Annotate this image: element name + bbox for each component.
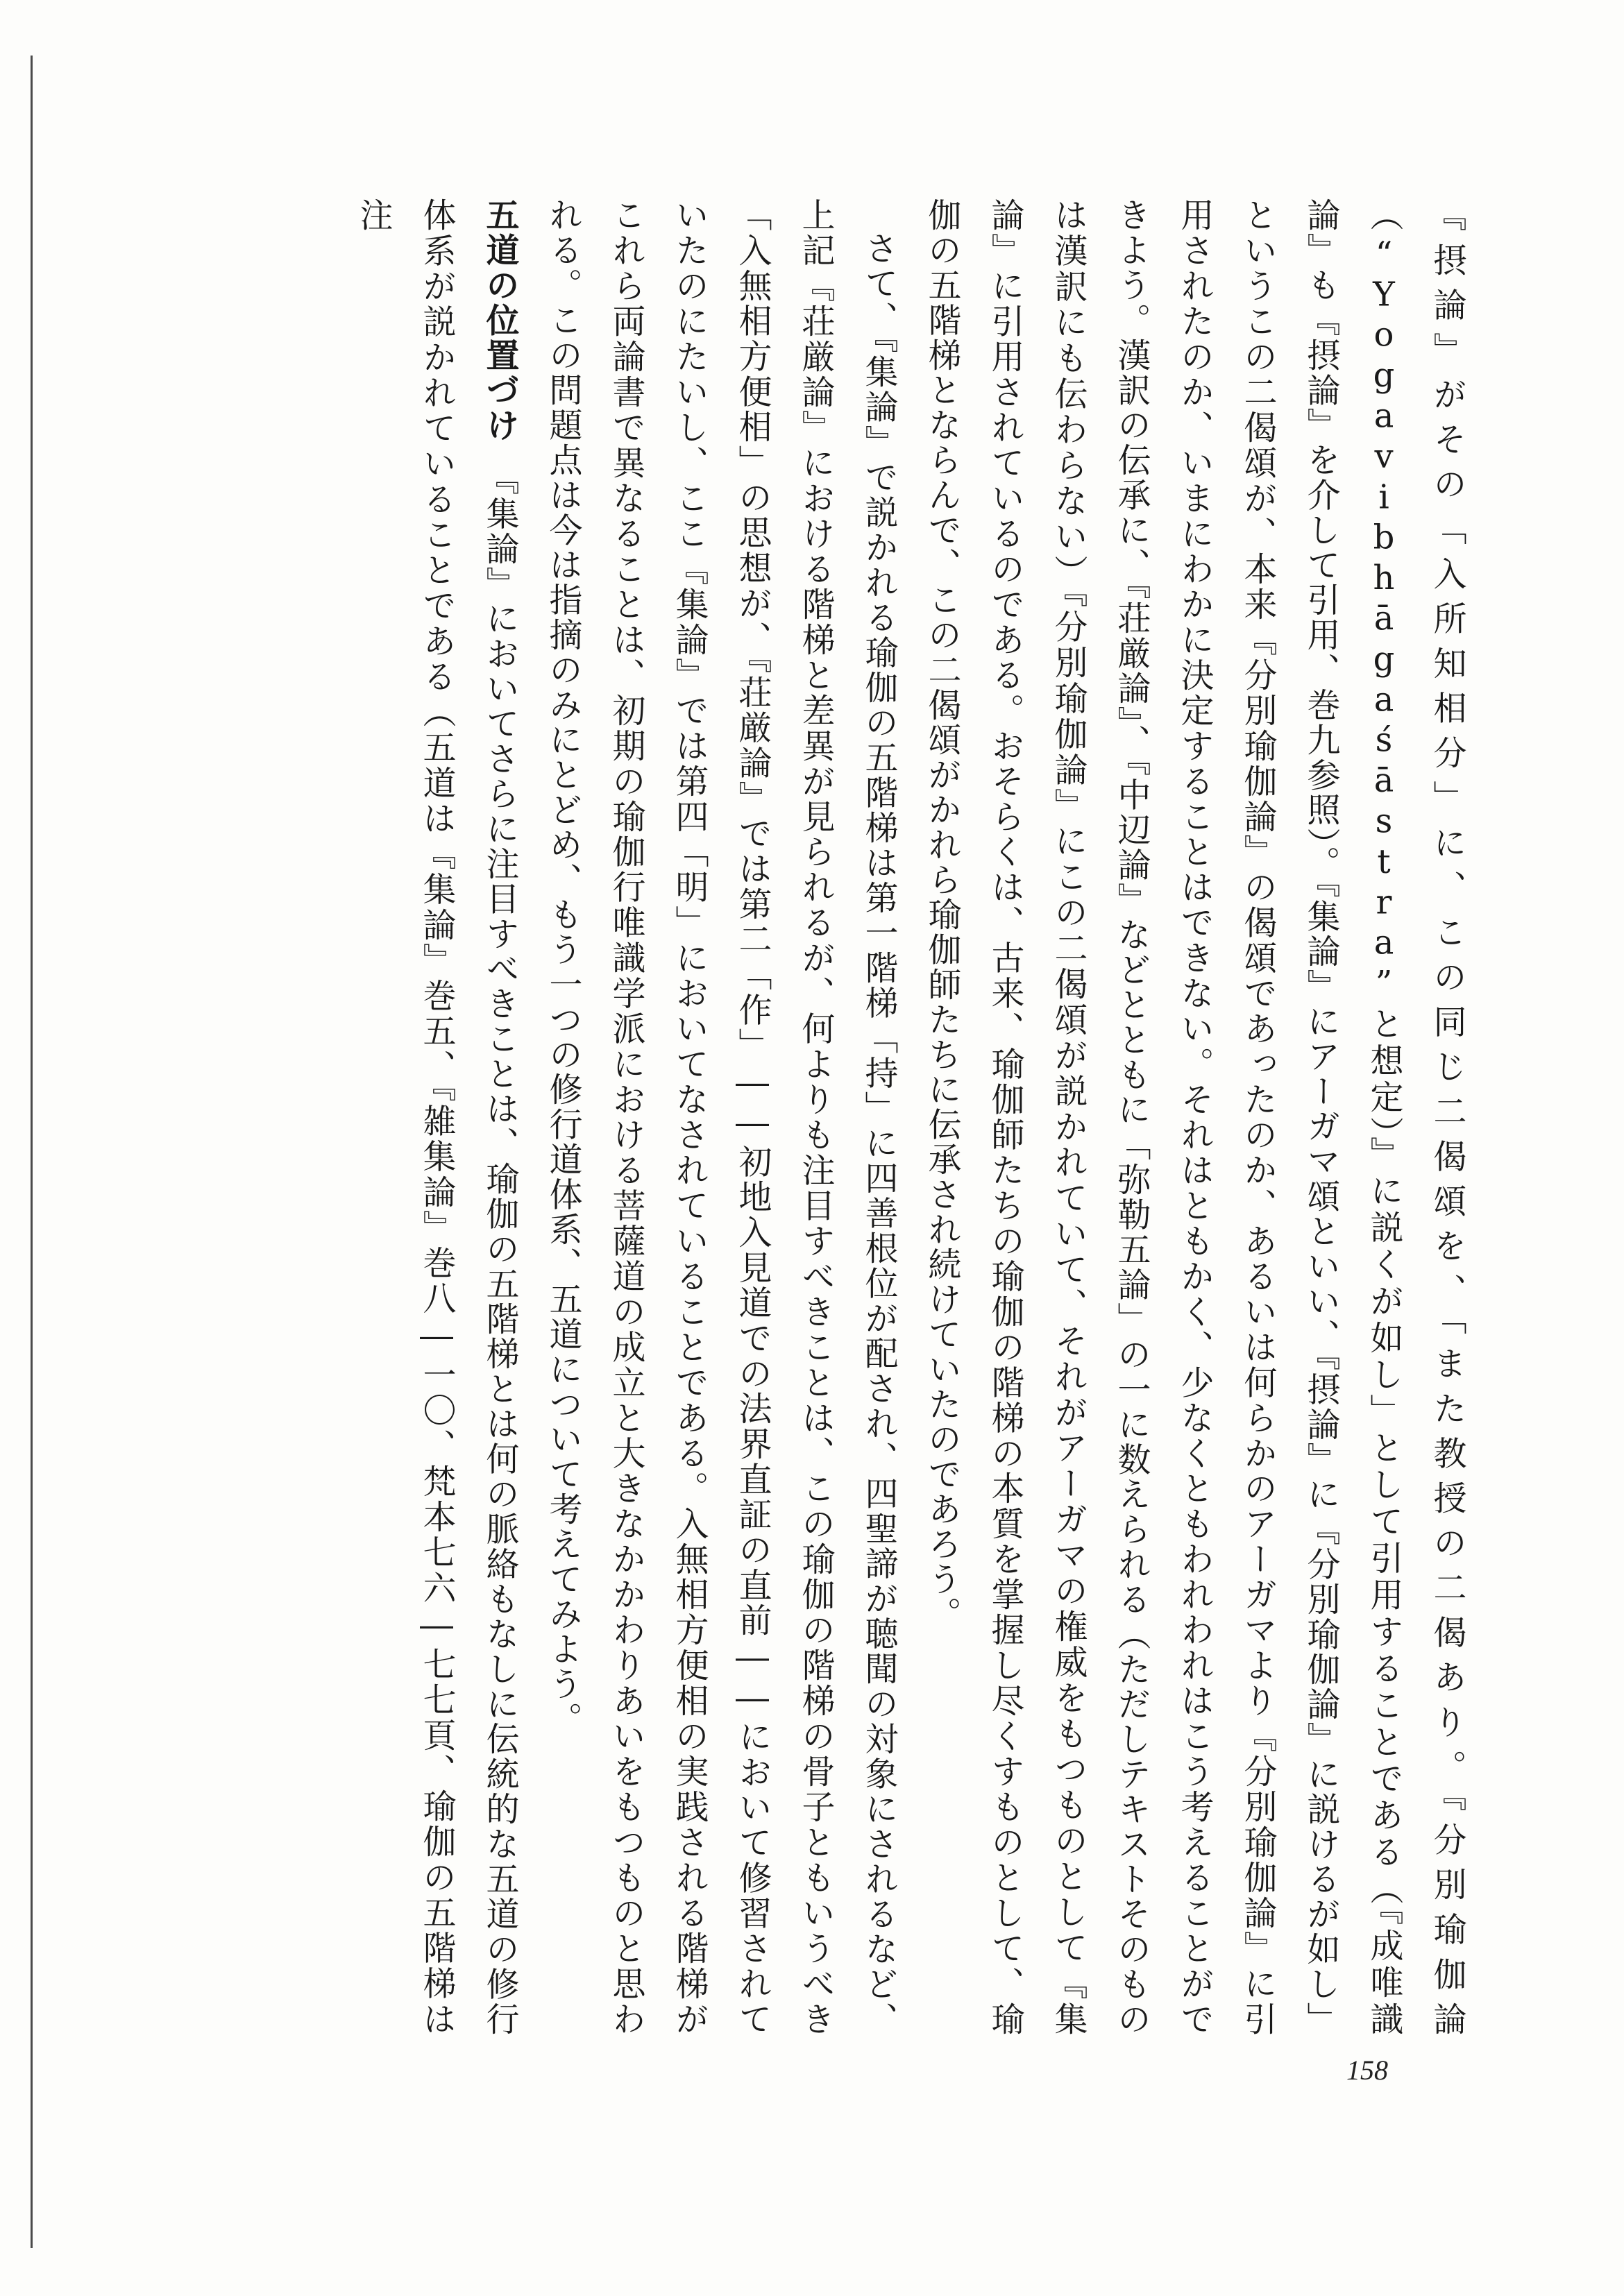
section-heading: 五道の位置づけ [480, 198, 519, 443]
paragraph-1: 『摂論』がその「入所知相分」に、この同じ二偈頌を、「また教授の二偈あり。『分別瑜伽論（“Yogavibhāgaśāstra”と想定）』に説くが如し」として引用することである（『成唯識論』も『摂論』を介して引用、巻九参照）。『集論』にアーガマ頌といい、『摂論』に『分別瑜伽論』に説けるが如し」というこの二偈頌が、本来『分別瑜伽論』の偈頌であったのか、あるいは何らかのアーガマより『分別瑜伽論』に引用されたのか、いまにわかに決定することはできない。それはともかく、少なくともわれわれはこう考えることができよう。漢訳の伝承に、『荘厳論』、『中辺論』などとともに「弥勒五論」の一に数えられる（ただしテキストそのものは漢訳にも伝わらない）『分別瑜伽論』にこの二偈頌が説かれていて、それがアーガマの権威をもつものとして『集論』に引用されているのである。おそらくは、古来、瑜伽師たちの瑜伽の階梯の本質を掌握し尽くすものとして、瑜伽の五階梯とならんで、この二偈頌がかれら瑜伽師たちに伝承され続けていたのであろう。 [922, 198, 1466, 2036]
section-paragraph [341, 198, 531, 2036]
paragraph-2: さて、『集論』で説かれる瑜伽の五階梯は第一階梯「持」に四善根位が配され、四聖諦が聴聞の対象にされるなど、上記『荘厳論』における階梯と差異が見られるが、何よりも注目すべきことは、この瑜伽の階梯の骨子ともいうべき「入無相方便相」の思想が、『荘厳論』では第二「作」――初地入見道での法界直証の直前――において修習されていたのにたいし、ここ『集論』では第四「明」においてなされていることである。入無相方便相の実践される階梯がこれら両論書で異なることは、初期の瑜伽行唯識学派における菩薩道の成立と大きなかかわりあいをもつものと思われる。この問題点は今は指摘のみにとどめ、もう一つの修行道体系、五道について考えてみよう。 [543, 198, 898, 2036]
section-text: 『集論』においてさらに注目すべきことは、瑜伽の五階梯とは何の脈絡もなしに伝統的な五道の修行体系が説かれていることである（五道は『集論』巻五、『雑集論』巻八―一〇、梵本七六―七七頁、瑜伽の五階梯は注 [354, 198, 519, 2037]
binding-edge-line [31, 56, 33, 2248]
vertical-text-body [187, 198, 1478, 2036]
page-number: 158 [1346, 2055, 1388, 2086]
